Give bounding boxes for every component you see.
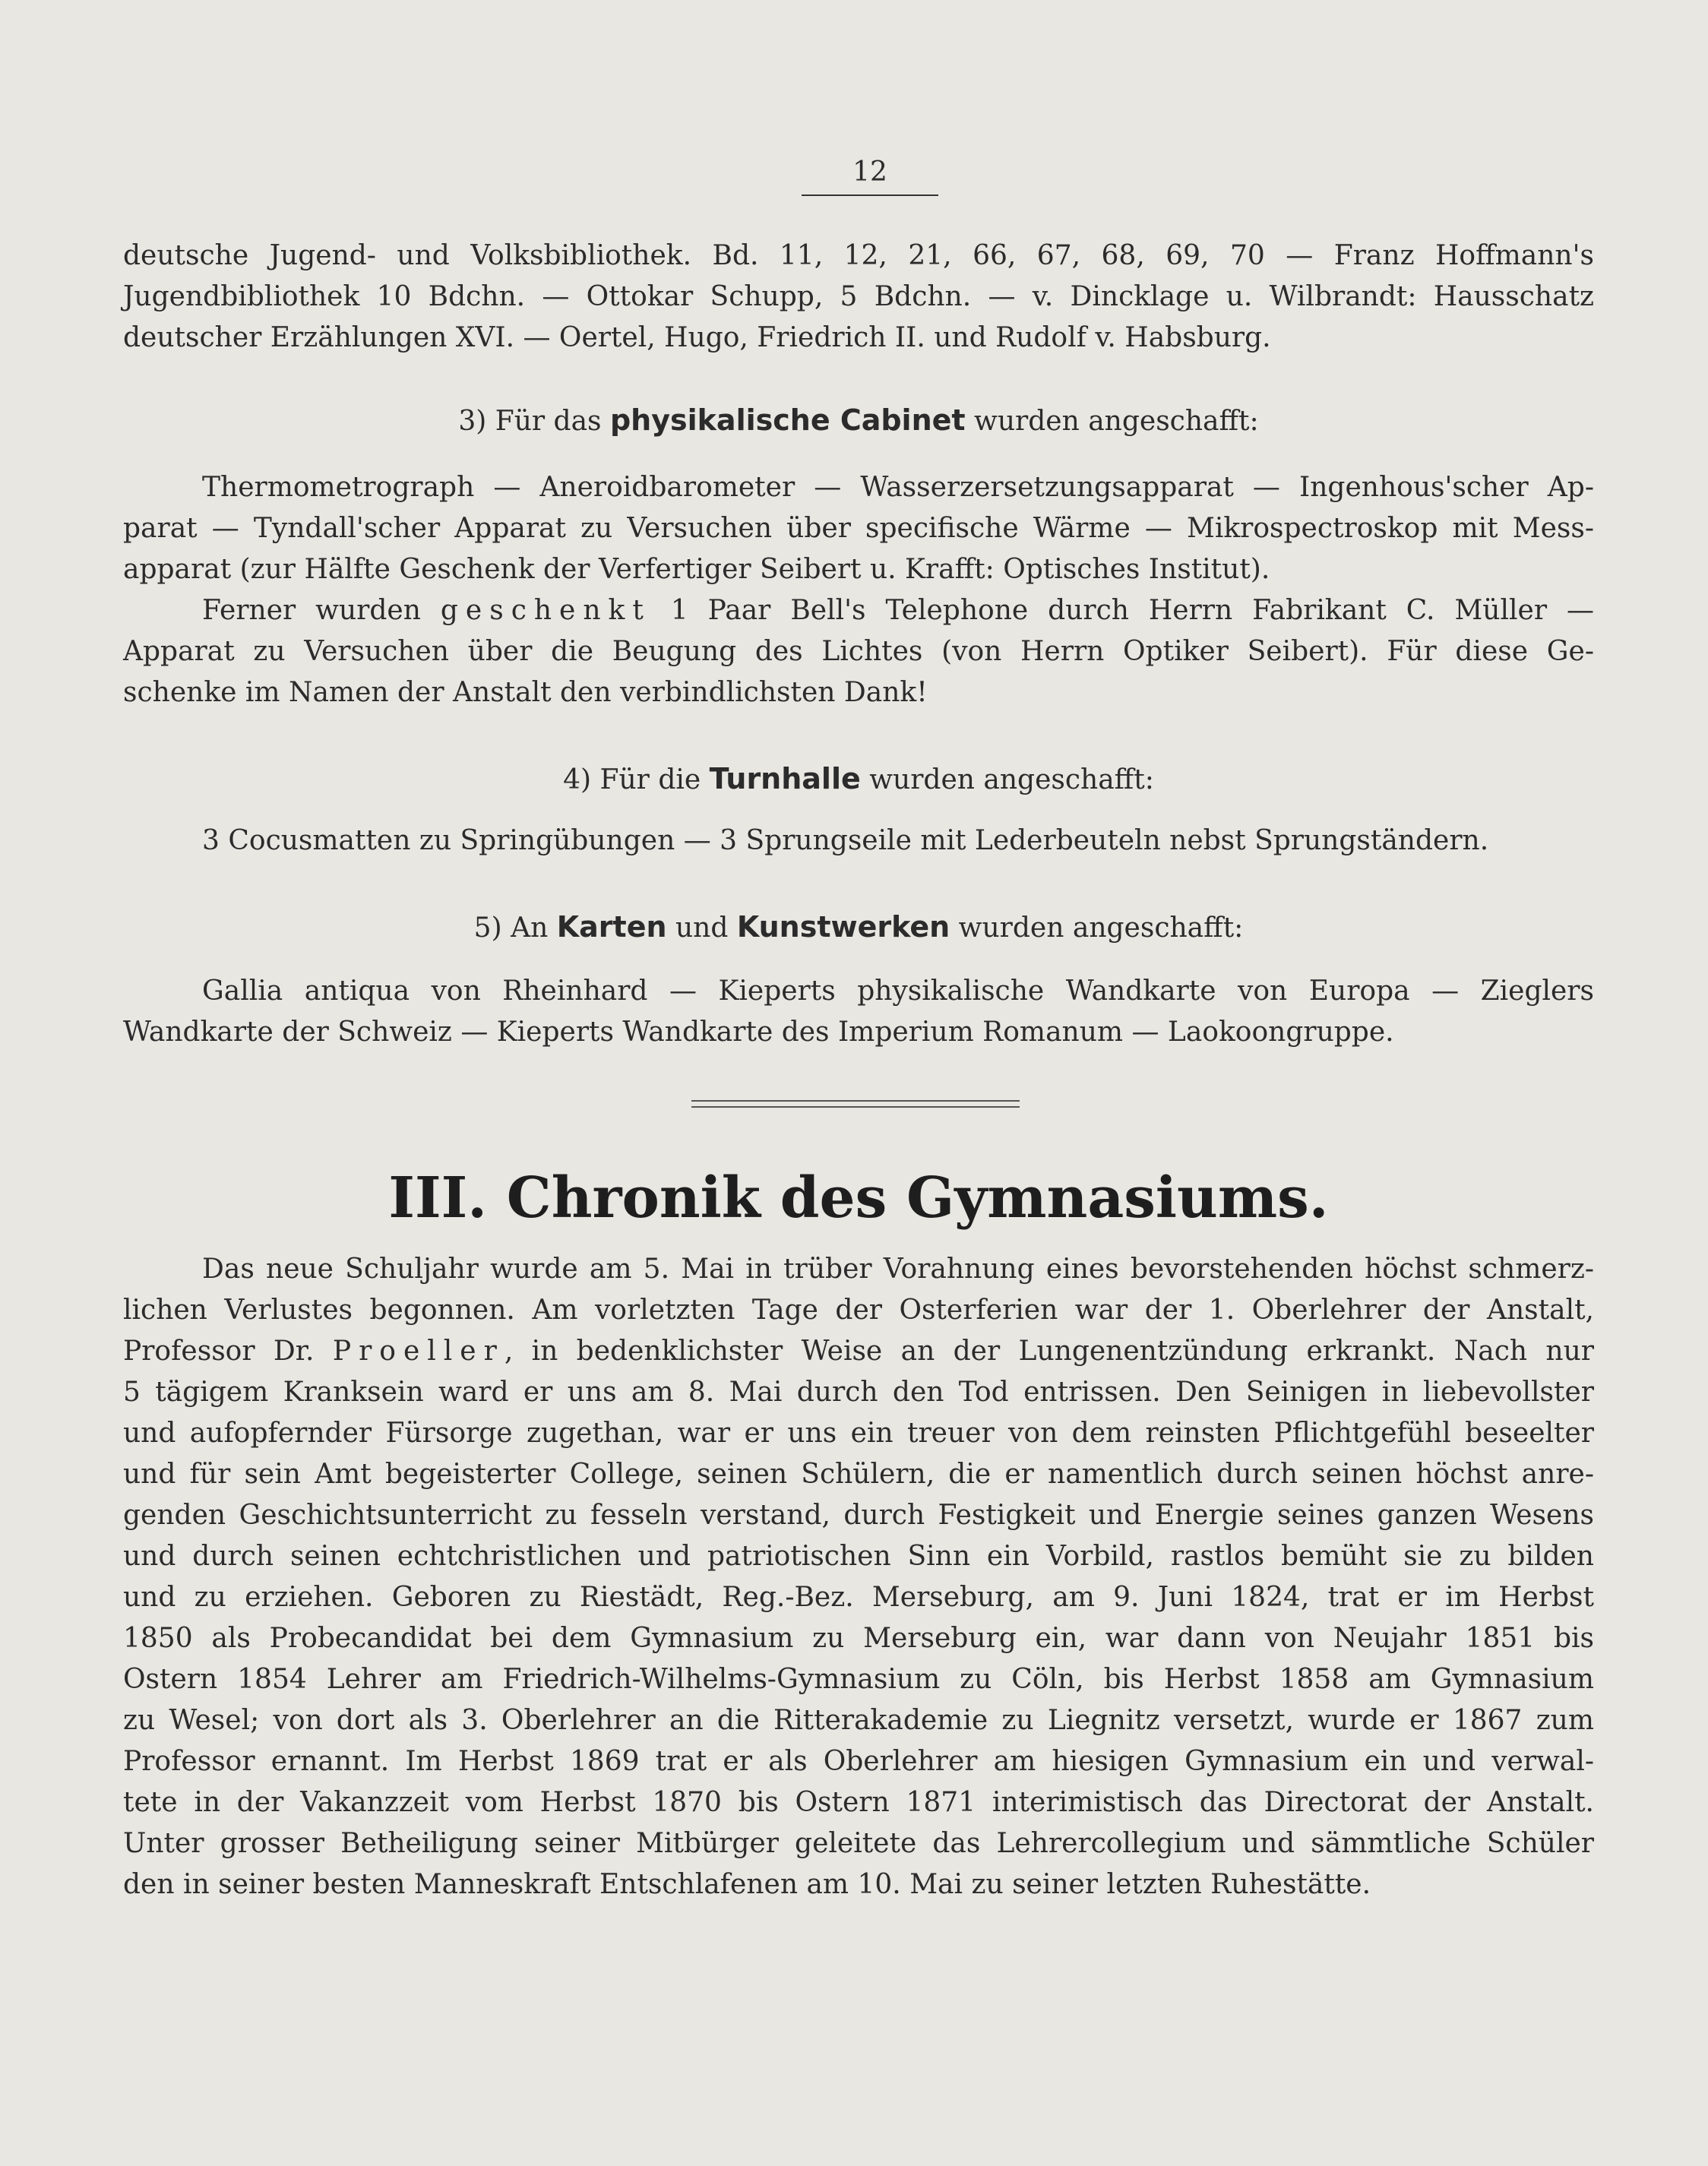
section-4-line: 3 Cocusmatten zu Springübungen — 3 Sprungseile mit Lederbeuteln nebst Sprungständern. (202, 825, 1489, 856)
chapter-line: Professor Dr. Proeller, in bedenklichster Weise an der Lungenentzündung erkrankt. Nach nur (123, 1336, 1594, 1367)
section-3-line: apparat (zur Hälfte Geschenk der Verfertiger Seibert u. Krafft: Optisches Institut). (123, 554, 1270, 585)
section-3-highlight: physikalische Cabinet (609, 403, 966, 437)
intro-line: deutscher Erzählungen XVI. — Oertel, Hugo, Friedrich II. und Rudolf v. Habsburg. (123, 322, 1271, 353)
section-5-line: Gallia antiqua von Rheinhard — Kieperts physikalische Wandkarte von Europa — Zieglers (202, 975, 1594, 1007)
spaced-name: Proeller (332, 1336, 504, 1367)
divider-rule (691, 1106, 1020, 1108)
chapter-line: lichen Verlustes begonnen. Am vorletzten Tage der Osterferien war der 1. Oberlehrer der Anstalt, (123, 1295, 1594, 1326)
chapter-line: Unter grosser Betheiligung seiner Mitbürger geleitete das Lehrercollegium und sämmtliche Schüler (123, 1828, 1594, 1859)
chapter-line: den in seiner besten Manneskraft Entschlafenen am 10. Mai zu seiner letzten Ruhestätte. (123, 1869, 1371, 1900)
chapter-line: Professor ernannt. Im Herbst 1869 trat er als Oberlehrer am hiesigen Gymnasium ein und verwal- (123, 1746, 1594, 1777)
chapter-line: und zu erziehen. Geboren zu Riestädt, Reg.-Bez. Merseburg, am 9. Juni 1824, trat er im Herbst (123, 1582, 1594, 1613)
section-5-highlight-karten: Karten (556, 910, 667, 944)
chapter-line: zu Wesel; von dort als 3. Oberlehrer an die Ritterakademie zu Liegnitz versetzt, wurde er 1867 zum (123, 1705, 1594, 1736)
intro-line: deutsche Jugend- und Volksbibliothek. Bd. 11, 12, 21, 66, 67, 68, 69, 70 — Franz Hoffmann's (123, 240, 1594, 271)
chapter-body (123, 1249, 1594, 1905)
intro-paragraph (123, 236, 1594, 359)
section-3-gift-line: Apparat zu Versuchen über die Beugung des Lichtes (von Herrn Optiker Seibert). Für diese Ge- (123, 636, 1594, 667)
section-4-heading: 4) Für die Turnhalle wurden angeschafft: (563, 762, 1154, 795)
chapter-line: genden Geschichtsunterricht zu fesseln verstand, durch Festigkeit und Energie seines ganzen Wesens (123, 1500, 1594, 1531)
chapter-line: tete in der Vakanzzeit vom Herbst 1870 bis Ostern 1871 interimistisch das Directorat der Anstalt. (123, 1787, 1594, 1818)
chapter-line: Ostern 1854 Lehrer am Friedrich-Wilhelms-Gymnasium zu Cöln, bis Herbst 1858 am Gymnasium (123, 1664, 1594, 1695)
chapter-line: und für sein Amt begeisterter College, seinen Schülern, die er namentlich durch seinen höchst anre- (123, 1459, 1594, 1490)
divider-rule (691, 1100, 1020, 1102)
chapter-line: 1850 als Probecandidat bei dem Gymnasium zu Merseburg ein, war dann von Neujahr 1851 bis (123, 1623, 1594, 1654)
section-4-highlight: Turnhalle (709, 762, 861, 795)
intro-line: Jugendbibliothek 10 Bdchn. — Ottokar Schupp, 5 Bdchn. — v. Dincklage u. Wilbrandt: Hausschatz (123, 281, 1594, 312)
section-3-gift-line: schenke im Namen der Anstalt den verbindlichsten Dank! (123, 677, 928, 708)
chapter-title: III. Chronik des Gymnasiums. (388, 1165, 1329, 1231)
section-5-highlight-kunstwerken: Kunstwerken (736, 910, 950, 944)
chapter-line: 5 tägigem Kranksein ward er uns am 8. Mai durch den Tod entrissen. Den Seinigen in liebevollster (123, 1377, 1594, 1408)
section-3-gift-line: Ferner wurden geschenkt 1 Paar Bell's Telephone durch Herrn Fabrikant C. Müller — (202, 595, 1594, 626)
section-3-heading: 3) Für das physikalische Cabinet wurden angeschafft: (458, 403, 1259, 437)
section-4-body (123, 821, 1594, 862)
section-5-line: Wandkarte der Schweiz — Kieperts Wandkarte des Imperium Romanum — Laokoongruppe. (123, 1017, 1394, 1048)
section-3-line: parat — Tyndall'scher Apparat zu Versuchen über specifische Wärme — Mikrospectroskop mit Mess- (123, 513, 1594, 544)
chapter-line: Das neue Schuljahr wurde am 5. Mai in trüber Vorahnung eines bevorstehenden höchst schmerz- (202, 1254, 1594, 1285)
chapter-line: und aufopfernder Fürsorge zugethan, war er uns ein treuer von dem reinsten Pflichtgefühl beseelter (123, 1418, 1594, 1449)
section-3-body (123, 467, 1594, 713)
spaced-word: geschenkt (440, 595, 651, 626)
page-number-rule (802, 194, 938, 196)
section-5-body (123, 971, 1594, 1053)
chapter-line: und durch seinen echtchristlichen und patriotischen Sinn ein Vorbild, rastlos bemüht sie zu bilden (123, 1541, 1594, 1572)
section-3-line: Thermometrograph — Aneroidbarometer — Wasserzersetzungsapparat — Ingenhous'scher Ap- (202, 472, 1594, 503)
page-number: 12 (852, 157, 887, 188)
section-5-heading: 5) An Karten und Kunstwerken wurden angeschafft: (473, 910, 1244, 944)
